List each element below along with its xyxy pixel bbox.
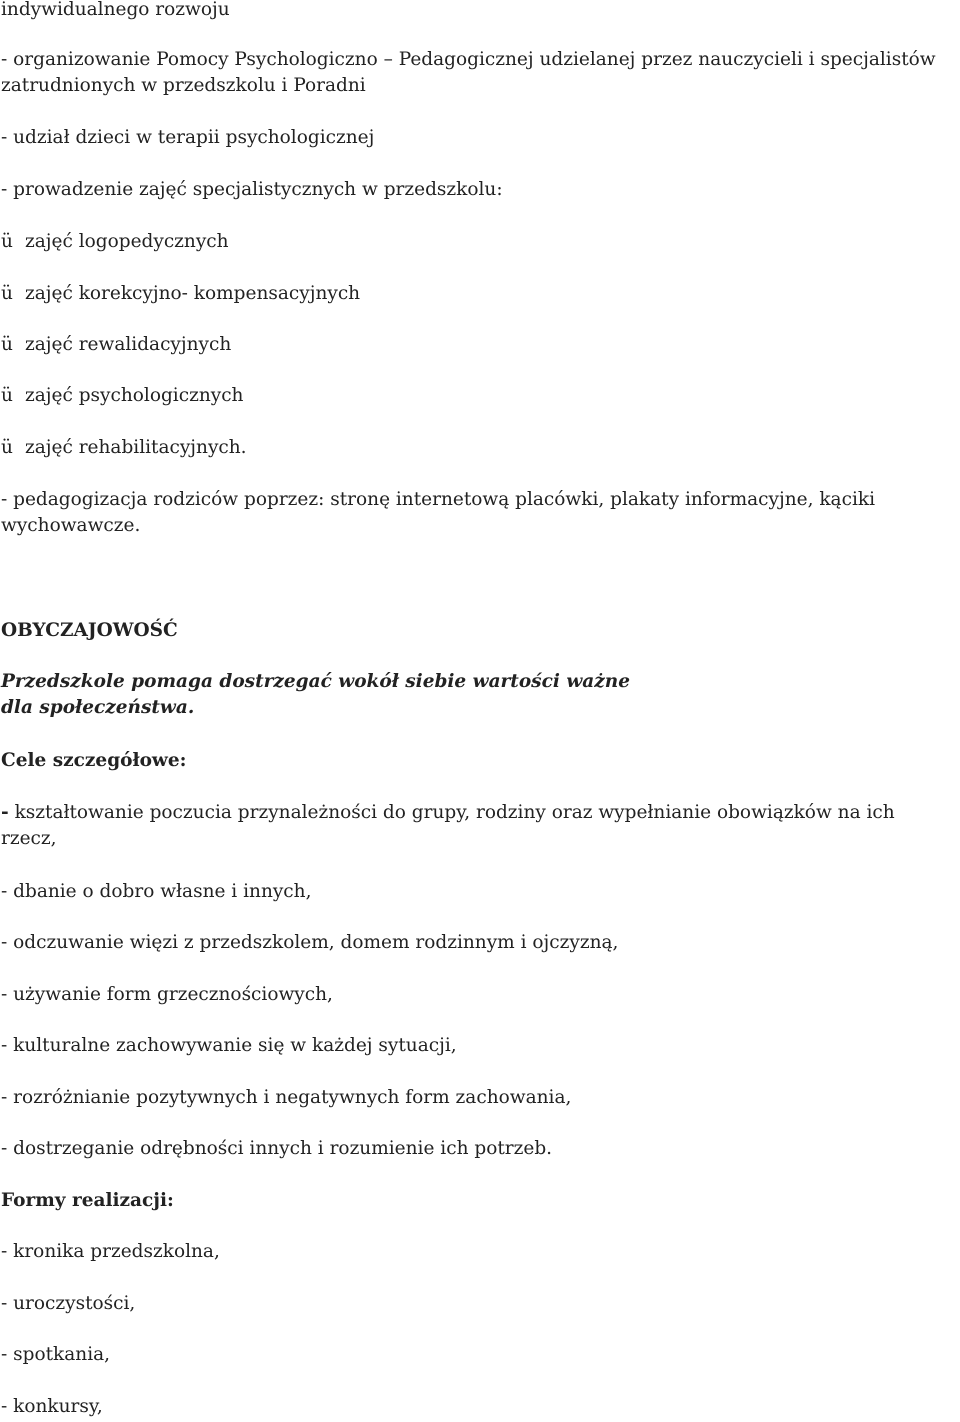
section-title: OBYCZAJOWOŚĆ [1,620,178,641]
goal-item: - dostrzeganie odrębności innych i rozumienie ich potrzeb. [1,1138,553,1159]
goal-item: - używanie form grzecznościowych, [1,984,333,1005]
sub-item-label: zajęć rehabilitacyjnych. [25,437,247,458]
sub-item-label: zajęć korekcyjno- kompensacyjnych [25,283,361,304]
goal-item-text: kształtowanie poczucia przynależności do grupy, rodziny oraz wypełnianie obowiązków na ich rzecz, [1,802,895,849]
form-item: - uroczystości, [1,1293,136,1314]
goal-item: - dbanie o dobro własne i innych, [1,881,312,902]
intro-item-therapy: - udział dzieci w terapii psychologicznej [1,127,375,148]
form-item: - konkursy, [1,1396,103,1417]
goal-item: - rozróżnianie pozytywnych i negatywnych form zachowania, [1,1087,572,1108]
sub-item-label: zajęć logopedycznych [25,231,229,252]
form-item: - spotkania, [1,1344,111,1365]
tick-marker: ü [1,385,13,406]
sub-item-label: zajęć rewalidacyjnych [25,334,232,355]
tick-marker: ü [1,334,13,355]
forms-heading: Formy realizacji: [1,1190,174,1211]
section-subtitle: Przedszkole pomaga dostrzegać wokół siebie wartości ważne dla społeczeństwa. [1,671,630,718]
form-item: - kronika przedszkolna, [1,1241,220,1262]
sub-item [1,229,229,255]
sub-item [1,383,243,409]
goal-dash: - [1,802,9,823]
tick-marker: ü [1,437,13,458]
pedagogization-text: - pedagogizacja rodziców poprzez: stronę internetową placówki, plakaty informacyjne, kąciki wychowawcze. [1,489,875,536]
sub-item-label: zajęć psychologicznych [25,385,244,406]
sub-item [1,435,247,461]
intro-tail-text: indywidualnego rozwoju [1,0,230,20]
tick-marker: ü [1,283,13,304]
goal-item: - odczuwanie więzi z przedszkolem, domem rodzinnym i ojczyzną, [1,932,619,953]
intro-item-support: - organizowanie Pomocy Psychologiczno – Pedagogicznej udzielanej przez nauczycieli i specjalistów zatrudnionych w przedszkolu i Poradni [1,49,936,96]
sub-item [1,281,360,307]
tick-marker: ü [1,231,13,252]
goal-item: - kulturalne zachowywanie się w każdej sytuacji, [1,1035,457,1056]
sub-item [1,332,231,358]
goal-item [1,800,941,852]
intro-item-specialist-classes: - prowadzenie zajęć specjalistycznych w przedszkolu: [1,179,503,200]
goals-heading: Cele szczegółowe: [1,750,187,771]
